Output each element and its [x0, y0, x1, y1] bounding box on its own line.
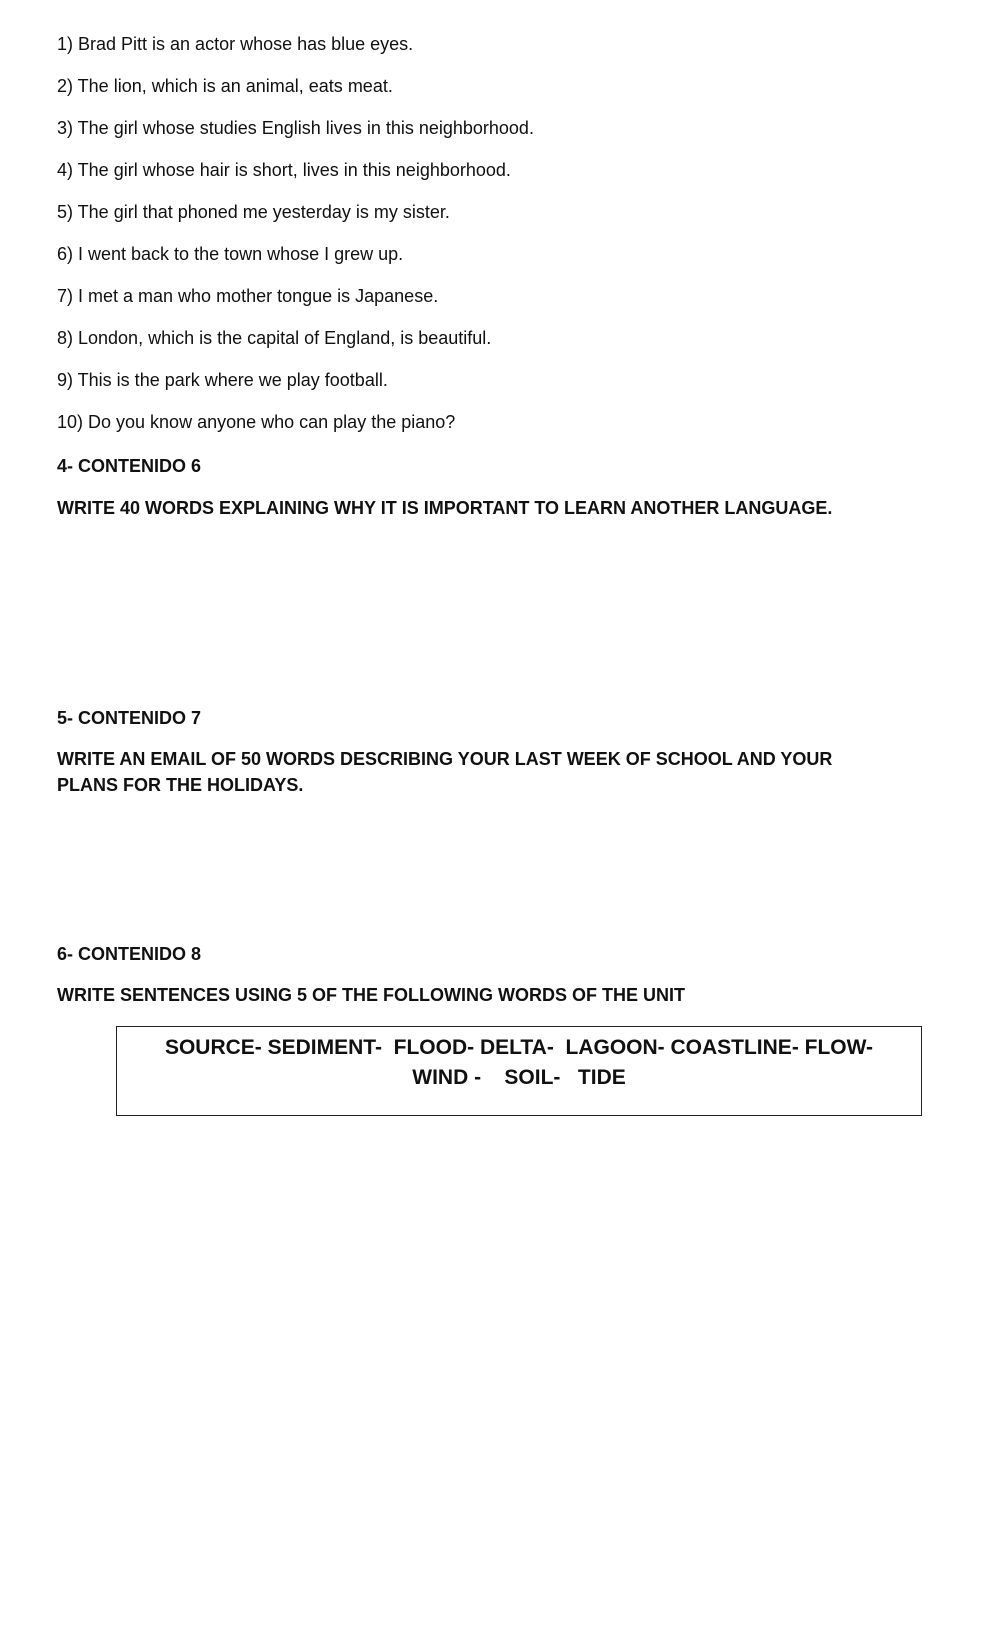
vocabulary-words-line2: WIND - SOIL- TIDE — [412, 1066, 626, 1089]
exercise-sentence: 2) The lion, which is an animal, eats meat. — [57, 76, 393, 96]
exercise-sentence: 6) I went back to the town whose I grew up. — [57, 244, 404, 264]
exercise-sentence: 1) Brad Pitt is an actor whose has blue eyes. — [57, 34, 414, 54]
exercise-sentence-list — [57, 33, 937, 453]
section5-instruction-line1: WRITE AN EMAIL OF 50 WORDS DESCRIBING YOUR LAST WEEK OF SCHOOL AND YOUR — [57, 749, 833, 769]
exercise-sentence: 7) I met a man who mother tongue is Japanese. — [57, 286, 439, 306]
exercise-sentence: 4) The girl whose hair is short, lives in this neighborhood. — [57, 160, 511, 180]
exercise-sentence: 8) London, which is the capital of England, is beautiful. — [57, 328, 492, 348]
exercise-sentence: 10) Do you know anyone who can play the piano? — [57, 412, 456, 432]
section6-instruction: WRITE SENTENCES USING 5 OF THE FOLLOWING WORDS OF THE UNIT — [57, 985, 685, 1005]
section4-title: 4- CONTENIDO 6 — [57, 456, 202, 476]
exercise-sentence: 5) The girl that phoned me yesterday is my sister. — [57, 202, 450, 222]
section4-instruction: WRITE 40 WORDS EXPLAINING WHY IT IS IMPORTANT TO LEARN ANOTHER LANGUAGE. — [57, 498, 833, 518]
section5-title: 5- CONTENIDO 7 — [57, 708, 202, 728]
section5-instruction-line2: PLANS FOR THE HOLIDAYS. — [57, 775, 304, 795]
vocabulary-words-line1: SOURCE- SEDIMENT- FLOOD- DELTA- LAGOON- COASTLINE- FLOW- — [164, 1036, 874, 1059]
section6-title: 6- CONTENIDO 8 — [57, 944, 202, 964]
vocabulary-word-box — [116, 1026, 922, 1116]
exercise-sentence: 9) This is the park where we play football. — [57, 370, 388, 390]
exercise-sentence: 3) The girl whose studies English lives in this neighborhood. — [57, 118, 534, 138]
